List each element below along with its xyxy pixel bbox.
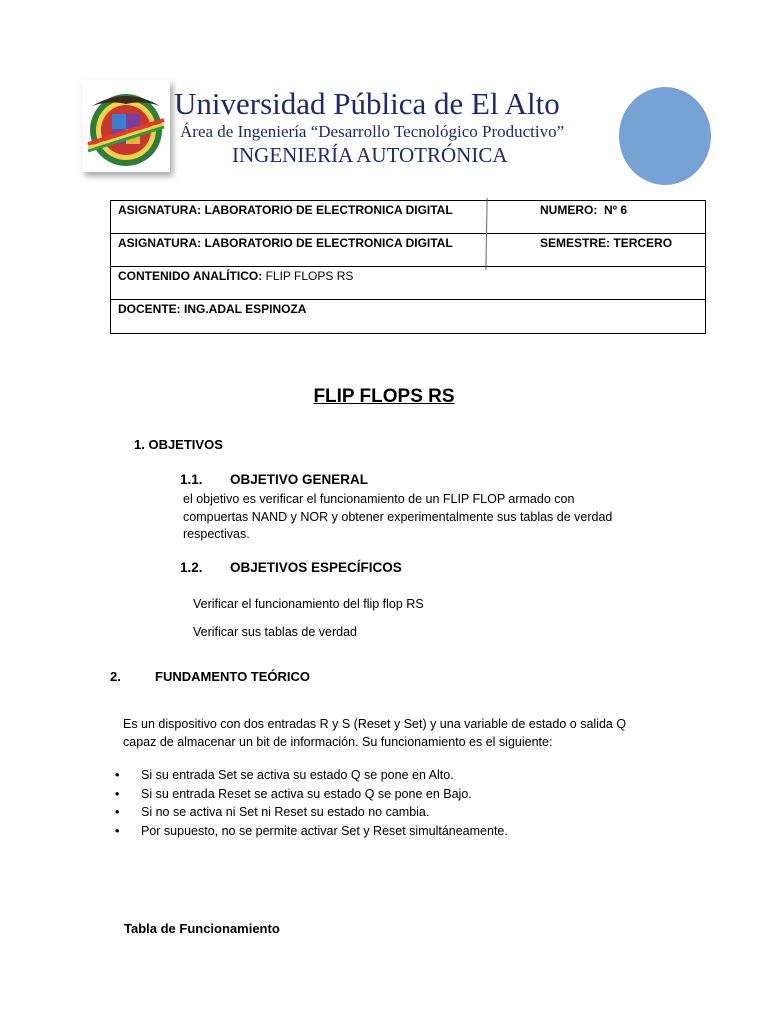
seal-icon: [82, 80, 170, 172]
bullet-icon: •: [115, 768, 120, 782]
info-row-teacher: [111, 300, 705, 333]
subject-label: ASIGNATURA:: [118, 203, 202, 217]
theory-heading: FUNDAMENTO TEÓRICO: [155, 669, 311, 684]
info-row-subject-number: [111, 201, 705, 234]
general-objective-line: compuertas NAND y NOR y obtener experimentalmente sus tablas de verdad: [183, 509, 613, 524]
specific-objectives-heading: OBJETIVOS ESPECÍFICOS: [230, 560, 402, 575]
subject-label: ASIGNATURA:: [118, 236, 202, 250]
list-item: [114, 766, 674, 785]
university-name: Universidad Pública de El Alto: [174, 86, 560, 121]
university-seal-logo: [82, 80, 170, 172]
engineering-area: Área de Ingeniería “Desarrollo Tecnológico Productivo”: [180, 122, 565, 141]
content-label: CONTENIDO ANALÍTICO:: [118, 269, 263, 283]
bullet-icon: •: [115, 805, 120, 820]
bullet-icon: •: [115, 823, 120, 838]
number-label: NUMERO:: [540, 203, 598, 217]
decorative-circle: [619, 87, 711, 185]
info-row-content: [111, 267, 705, 300]
semester-label: SEMESTRE:: [540, 236, 611, 250]
semester-value: TERCERO: [613, 236, 673, 250]
bullet-text: Si su entrada Reset se activa su estado Q se pone en Bajo.: [141, 786, 472, 801]
theory-bullet-list: [114, 766, 674, 840]
theory-number: 2.: [110, 669, 121, 684]
career-name: INGENIERÍA AUTOTRÓNICA: [232, 143, 508, 167]
info-row-subject-semester: [111, 234, 705, 267]
general-objective-text: [183, 491, 653, 544]
general-objective-heading: OBJETIVO GENERAL: [230, 472, 369, 487]
theory-line: Es un dispositivo con dos entradas R y S (Reset y Set) y una variable de estado o salida Q: [123, 717, 627, 731]
general-objective-line: respectivas.: [183, 527, 250, 541]
specific-objective-1: Verificar el funcionamiento del flip flop RS: [193, 597, 424, 611]
list-item: [114, 822, 674, 841]
teacher-label: DOCENTE:: [118, 302, 181, 316]
general-objective-number: 1.1.: [180, 472, 203, 487]
function-table-heading: Tabla de Funcionamiento: [124, 921, 280, 936]
list-item: [114, 785, 674, 804]
subject-value: LABORATORIO DE ELECTRONICA DIGITAL: [204, 203, 453, 217]
theory-line: capaz de almacenar un bit de información. Su funcionamiento es el siguiente:: [123, 734, 553, 749]
content-value: FLIP FLOPS RS: [265, 269, 354, 283]
number-value: Nº 6: [604, 203, 628, 217]
specific-objectives-number: 1.2.: [180, 560, 203, 575]
list-item: [114, 803, 674, 822]
document-title: FLIP FLOPS RS: [313, 386, 455, 407]
subject-value: LABORATORIO DE ELECTRONICA DIGITAL: [204, 236, 453, 250]
bullet-text: Si su entrada Set se activa su estado Q se pone en Alto.: [141, 768, 454, 782]
bullet-icon: •: [115, 786, 120, 801]
bullet-text: Si no se activa ni Set ni Reset su estado no cambia.: [141, 805, 430, 820]
general-objective-line: el objetivo es verificar el funcionamiento de un FLIP FLOP armado con: [183, 492, 575, 506]
theory-text: [123, 716, 663, 751]
section-objectives-heading: 1. OBJETIVOS: [134, 437, 223, 452]
course-info-table: [110, 200, 706, 334]
bullet-text: Por supuesto, no se permite activar Set y Reset simultáneamente.: [141, 823, 508, 838]
teacher-value: ING.ADAL ESPINOZA: [184, 302, 307, 316]
specific-objective-2: Verificar sus tablas de verdad: [193, 625, 357, 639]
